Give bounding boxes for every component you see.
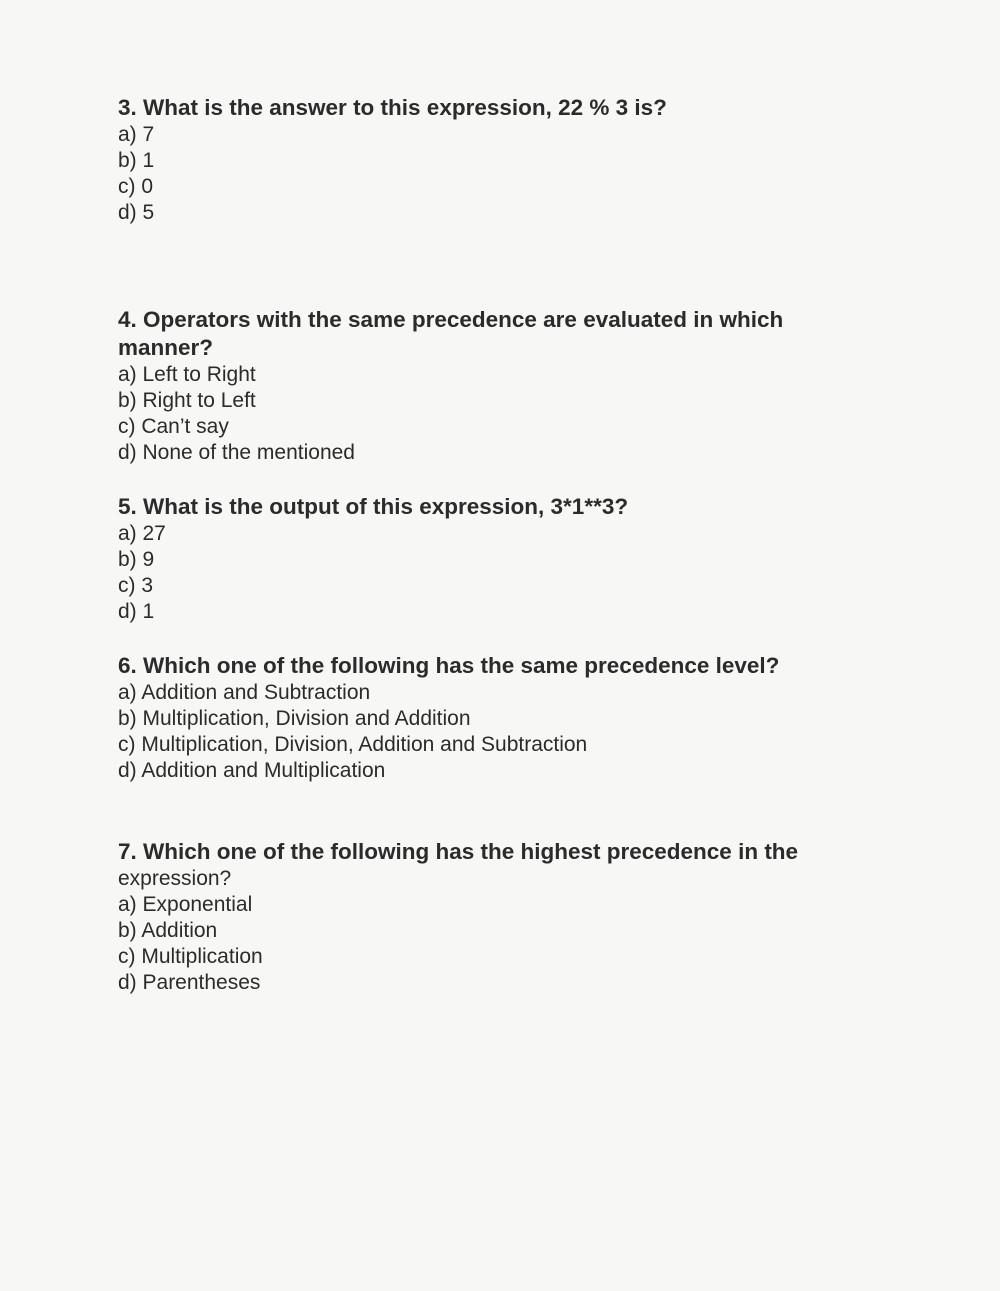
question-3-option-d: d) 5 — [118, 201, 155, 224]
question-4-title-line2: manner? — [118, 335, 214, 360]
question-4-option-a: a) Left to Right — [118, 363, 256, 386]
question-3-option-a: a) 7 — [118, 123, 155, 146]
question-5-option-a: a) 27 — [118, 522, 166, 545]
question-5-option-b: b) 9 — [118, 548, 155, 571]
question-7-title-line2: expression? — [118, 867, 232, 890]
question-7-option-c: c) Multiplication — [118, 945, 263, 968]
question-7-option-b: b) Addition — [118, 919, 218, 942]
question-6-option-d: d) Addition and Multiplication — [118, 759, 386, 782]
question-7-option-a: a) Exponential — [118, 893, 253, 916]
question-5 — [118, 493, 918, 625]
question-6 — [118, 652, 918, 784]
question-4-option-d: d) None of the mentioned — [118, 441, 355, 464]
question-7-option-d: d) Parentheses — [118, 971, 261, 994]
question-7-title-line1: 7. Which one of the following has the highest precedence in the — [118, 839, 799, 864]
question-3-title: 3. What is the answer to this expression, 22 % 3 is? — [118, 95, 667, 120]
question-7 — [118, 838, 918, 996]
question-3-option-b: b) 1 — [118, 149, 155, 172]
question-5-option-c: c) 3 — [118, 574, 154, 597]
question-4-option-b: b) Right to Left — [118, 389, 256, 412]
question-5-title: 5. What is the output of this expression, 3*1**3? — [118, 494, 629, 519]
question-4-title-line1: 4. Operators with the same precedence are evaluated in which — [118, 307, 784, 332]
question-3-option-c: c) 0 — [118, 175, 154, 198]
question-3 — [118, 94, 918, 226]
question-6-option-c: c) Multiplication, Division, Addition and Subtraction — [118, 733, 588, 756]
question-4 — [118, 306, 918, 466]
question-5-option-d: d) 1 — [118, 600, 155, 623]
question-6-option-b: b) Multiplication, Division and Addition — [118, 707, 471, 730]
question-6-title: 6. Which one of the following has the same precedence level? — [118, 653, 780, 678]
question-4-option-c: c) Can’t say — [118, 415, 229, 438]
question-6-option-a: a) Addition and Subtraction — [118, 681, 371, 704]
